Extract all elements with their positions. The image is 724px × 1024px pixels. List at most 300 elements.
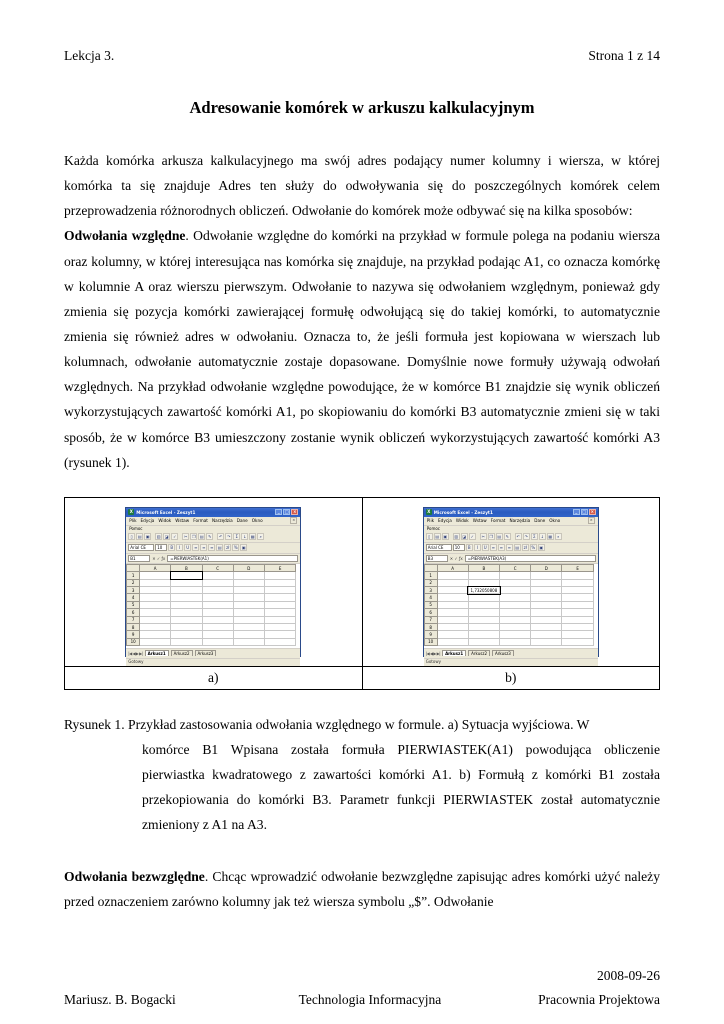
row-header-6[interactable]: 6 — [127, 609, 140, 616]
formula-buttons[interactable]: ✕ ✓ ƒx — [152, 555, 166, 561]
table-row — [127, 638, 296, 645]
spellcheck-icon[interactable]: ✓ — [470, 534, 474, 540]
footer-author: Mariusz. B. Bogacki — [64, 992, 176, 1007]
cell-b6[interactable] — [171, 609, 202, 616]
row-header-3[interactable]: 3 — [127, 587, 140, 594]
excel-title-text-b: Microsoft Excel - Zeszyt1 — [433, 509, 493, 515]
redo-icon[interactable]: ↷ — [524, 534, 528, 540]
cell-c7[interactable] — [500, 616, 531, 623]
cell-a1[interactable] — [437, 572, 468, 579]
name-box[interactable]: B3 — [426, 555, 448, 562]
table-row — [424, 623, 593, 630]
excel-titlebar-a — [126, 508, 300, 517]
sheet-tab-arkusz1[interactable]: Arkusz1 — [442, 650, 466, 656]
paragraph-relative — [64, 223, 660, 474]
cell-b1[interactable] — [468, 572, 499, 579]
borders-icon[interactable]: ▣ — [241, 545, 246, 551]
cell-a7[interactable] — [437, 616, 468, 623]
bold-icon[interactable]: B — [168, 544, 175, 551]
cell-e5[interactable] — [562, 601, 593, 608]
cell-d3[interactable] — [233, 587, 264, 594]
font-name-select[interactable]: Arial CE — [426, 544, 452, 551]
table-row — [127, 572, 296, 579]
document-close-icon[interactable]: × — [589, 518, 593, 523]
grid-header-row — [424, 564, 593, 571]
row-header-8[interactable]: 8 — [424, 623, 437, 630]
paragraph-intro: Każda komórka arkusza kalkulacyjnego ma swój adres podający numer kolumny i wiersza, w której komórka ta się znajduje Adres ten służy do odwoływania się do poszczególnych komórek celem przeprowadzenia różnorodnych obliczeń. Odwołanie do komórek może odbywać się na kilka sposobów: — [64, 153, 660, 219]
table-row — [424, 572, 593, 579]
cell-a3[interactable] — [437, 587, 468, 594]
sheet-tab-arkusz3[interactable]: Arkusz3 — [492, 650, 514, 656]
cut-icon[interactable]: ✂ — [481, 534, 485, 540]
row-header-4[interactable]: 4 — [424, 594, 437, 601]
cell-e3[interactable] — [264, 587, 295, 594]
excel-titlebar-b — [424, 508, 598, 517]
row-header-1[interactable]: 1 — [424, 572, 437, 579]
menu-item-format[interactable]: Format — [490, 518, 506, 524]
table-row — [424, 609, 593, 616]
sheet-tab-arkusz1[interactable]: Arkusz1 — [145, 650, 169, 656]
cell-a8[interactable] — [437, 623, 468, 630]
figure-row — [65, 497, 660, 666]
cell-a6[interactable] — [140, 609, 171, 616]
undo-icon[interactable]: ↶ — [516, 534, 520, 540]
formula-input[interactable]: =PIERWIASTEK(A3) — [465, 555, 596, 562]
menu-item-widok[interactable]: Widok — [158, 518, 172, 524]
bold-icon[interactable]: B — [466, 544, 473, 551]
figure-label-b: b) — [362, 666, 660, 689]
table-row — [424, 638, 593, 645]
row-header-7[interactable]: 7 — [127, 616, 140, 623]
cell-a4[interactable] — [140, 594, 171, 601]
cell-d10[interactable] — [233, 638, 264, 645]
align-left-icon[interactable]: ≡ — [491, 545, 495, 551]
copy-icon[interactable]: ❐ — [191, 534, 196, 540]
cell-c10[interactable] — [202, 638, 233, 645]
menu-item-dane[interactable]: Dane — [236, 518, 248, 524]
row-header-1[interactable]: 1 — [127, 572, 140, 579]
spreadsheet-grid-b[interactable] — [424, 564, 594, 646]
row-header-6[interactable]: 6 — [424, 609, 437, 616]
menu-item-okno[interactable]: Okno — [251, 518, 263, 524]
italic-icon[interactable]: I — [474, 544, 481, 551]
align-center-icon[interactable]: ≡ — [499, 545, 503, 551]
cell-d7[interactable] — [531, 616, 562, 623]
cell-e10[interactable] — [264, 638, 295, 645]
cell-d2[interactable] — [233, 579, 264, 586]
excel-formula-bar-b[interactable] — [424, 554, 598, 564]
cell-c6[interactable] — [500, 609, 531, 616]
excel-statusbar-b: Gotowy — [424, 658, 598, 666]
row-header-3[interactable]: 3 — [424, 587, 437, 594]
print-icon[interactable]: ▥ — [156, 534, 161, 540]
sheet-tab-arkusz3[interactable]: Arkusz3 — [195, 650, 217, 656]
copy-icon[interactable]: ❐ — [489, 534, 494, 540]
document-date: 2008-09-26 — [597, 968, 660, 983]
cell-d6[interactable] — [233, 609, 264, 616]
autosum-icon[interactable]: Σ — [233, 533, 240, 540]
cell-a2[interactable] — [140, 579, 171, 586]
row-header-2[interactable]: 2 — [127, 579, 140, 586]
absolute-heading: Odwołania bezwzględne — [64, 868, 205, 884]
table-row — [127, 601, 296, 608]
cut-icon[interactable]: ✂ — [184, 534, 188, 540]
sheet-tab-arkusz2[interactable]: Arkusz2 — [468, 650, 490, 656]
new-icon[interactable]: ▯ — [426, 533, 433, 540]
maximize-icon[interactable]: □ — [582, 509, 587, 515]
row-header-9[interactable]: 9 — [424, 631, 437, 638]
caption-rest: komórce B1 Wpisana została formuła PIERWIASTEK(A1) powodująca obliczenie pierwiastka kwadratowego z zawartości komórki A1. b) Formułą z komórki B1 została przekopiowania do komórki B3. Parametr funkcji PIERWIASTEK został automatycznie zmieniony z A1 na A3. — [142, 741, 660, 833]
body-text — [64, 148, 660, 475]
corner-select-all[interactable] — [424, 564, 437, 571]
menu-item-wstaw[interactable]: Wstaw — [472, 518, 487, 524]
cell-b2[interactable] — [171, 579, 202, 586]
menu-item-edycja[interactable]: Edycja — [140, 518, 155, 524]
cell-d4[interactable] — [233, 594, 264, 601]
excel-sheet-tabs-b[interactable] — [424, 648, 598, 658]
zoom-icon[interactable]: ⌕ — [257, 533, 264, 540]
cell-d5[interactable] — [531, 601, 562, 608]
cell-a9[interactable] — [437, 631, 468, 638]
cell-d1[interactable] — [233, 572, 264, 579]
cell-a10[interactable] — [437, 638, 468, 645]
percent-icon[interactable]: % — [531, 545, 536, 551]
row-header-10[interactable]: 10 — [127, 638, 140, 645]
paste-icon[interactable]: ▤ — [497, 534, 502, 540]
excel-standard-toolbar-b[interactable] — [424, 532, 598, 543]
save-icon[interactable]: ▣ — [443, 534, 448, 540]
maximize-icon[interactable]: □ — [284, 509, 289, 515]
cell-b8[interactable] — [468, 623, 499, 630]
cell-c5[interactable] — [500, 601, 531, 608]
cell-d1[interactable] — [531, 572, 562, 579]
formula-buttons[interactable]: ✕ ✓ ƒx — [449, 555, 463, 561]
excel-logo-icon: X — [129, 509, 133, 515]
window-buttons-a[interactable] — [275, 509, 298, 515]
excel-format-toolbar-a[interactable] — [126, 543, 300, 554]
cell-d2[interactable] — [531, 579, 562, 586]
save-icon[interactable]: ▣ — [145, 534, 150, 540]
align-right-icon[interactable]: ≡ — [210, 545, 214, 551]
cell-e6[interactable] — [264, 609, 295, 616]
autosum-icon[interactable]: Σ — [531, 533, 538, 540]
redo-icon[interactable]: ↷ — [227, 534, 231, 540]
cell-c7[interactable] — [202, 616, 233, 623]
cell-c5[interactable] — [202, 601, 233, 608]
cell-b2[interactable] — [468, 579, 499, 586]
corner-select-all[interactable] — [127, 564, 140, 571]
cell-b3[interactable]: 1,732050808 — [468, 587, 499, 594]
cell-e2[interactable] — [562, 579, 593, 586]
col-header-c[interactable]: C — [500, 564, 531, 571]
print-preview-icon[interactable]: ◪ — [462, 534, 467, 540]
sheet-nav-buttons[interactable]: |◀ ◀ ▶ ▶| — [128, 650, 143, 656]
cell-e9[interactable] — [264, 631, 295, 638]
cell-c9[interactable] — [202, 631, 233, 638]
print-preview-icon[interactable]: ◪ — [164, 534, 169, 540]
table-row — [424, 587, 593, 594]
cell-e10[interactable] — [562, 638, 593, 645]
row-header-4[interactable]: 4 — [127, 594, 140, 601]
sheet-tab-arkusz2[interactable]: Arkusz2 — [171, 650, 193, 656]
cell-c8[interactable] — [202, 623, 233, 630]
minimize-icon[interactable]: _ — [275, 509, 282, 515]
col-header-d[interactable]: D — [233, 564, 264, 571]
cell-c1[interactable] — [202, 572, 233, 579]
cell-d3[interactable] — [531, 587, 562, 594]
figure-cell-a — [65, 497, 363, 666]
cell-a1[interactable] — [140, 572, 171, 579]
align-left-icon[interactable]: ≡ — [194, 545, 198, 551]
header-page-number: Strona 1 z 14 — [588, 48, 660, 63]
menu-item-format[interactable]: Format — [193, 518, 208, 524]
merge-cells-icon[interactable]: ▤ — [217, 545, 222, 551]
excel-menubar-b[interactable] — [424, 517, 598, 526]
cell-d9[interactable] — [531, 631, 562, 638]
cell-e8[interactable] — [562, 623, 593, 630]
document-close-icon[interactable]: × — [292, 518, 296, 523]
close-icon[interactable]: × — [293, 509, 297, 515]
table-row — [424, 594, 593, 601]
percent-icon[interactable]: % — [233, 545, 238, 551]
cell-b10[interactable] — [468, 638, 499, 645]
menu-item-wstaw[interactable]: Wstaw — [175, 518, 190, 524]
cell-d8[interactable] — [531, 623, 562, 630]
cell-c8[interactable] — [500, 623, 531, 630]
sort-asc-icon[interactable]: ↓ — [540, 534, 544, 540]
excel-menubar-a[interactable] — [126, 517, 300, 526]
cell-a10[interactable] — [140, 638, 171, 645]
cell-d6[interactable] — [531, 609, 562, 616]
page-footer — [64, 992, 660, 1008]
sheet-nav-buttons[interactable]: |◀ ◀ ▶ ▶| — [425, 650, 441, 656]
font-size-select[interactable]: 10 — [155, 544, 167, 551]
sort-asc-icon[interactable]: ↓ — [243, 534, 247, 540]
cell-b5[interactable] — [468, 601, 499, 608]
cell-e3[interactable] — [562, 587, 593, 594]
cell-d10[interactable] — [531, 638, 562, 645]
excel-sheet-tabs-a[interactable] — [126, 648, 300, 658]
font-name-select[interactable]: Arial CE — [128, 544, 154, 551]
row-header-5[interactable]: 5 — [424, 601, 437, 608]
cell-b9[interactable] — [171, 631, 202, 638]
paste-icon[interactable]: ▤ — [199, 534, 204, 540]
cell-a2[interactable] — [437, 579, 468, 586]
col-header-a[interactable]: A — [437, 564, 468, 571]
cell-b9[interactable] — [468, 631, 499, 638]
underline-icon[interactable]: U — [184, 544, 191, 551]
menu-item-plik[interactable]: Plik — [129, 518, 137, 524]
excel-formula-bar-a[interactable] — [126, 554, 300, 564]
excel-grid-b[interactable] — [424, 564, 598, 648]
cell-e1[interactable] — [562, 572, 593, 579]
col-header-b[interactable]: B — [171, 564, 202, 571]
excel-format-toolbar-b[interactable] — [424, 543, 598, 554]
align-center-icon[interactable]: ≡ — [202, 545, 206, 551]
excel-logo-icon: X — [427, 509, 431, 515]
print-icon[interactable]: ▥ — [454, 534, 459, 540]
row-header-2[interactable]: 2 — [424, 579, 437, 586]
chart-icon[interactable]: ▦ — [548, 534, 553, 540]
col-header-e[interactable]: E — [264, 564, 295, 571]
currency-icon[interactable]: zł — [523, 545, 527, 551]
col-header-e[interactable]: E — [562, 564, 593, 571]
excel-title-text-a: Microsoft Excel - Zeszyt1 — [136, 509, 196, 515]
cell-b10[interactable] — [171, 638, 202, 645]
underline-icon[interactable]: U — [482, 544, 489, 551]
cell-b3[interactable] — [171, 587, 202, 594]
zoom-icon[interactable]: ⌕ — [555, 533, 562, 540]
cell-c4[interactable] — [202, 594, 233, 601]
cell-c4[interactable] — [500, 594, 531, 601]
cell-a9[interactable] — [140, 631, 171, 638]
cell-b4[interactable] — [468, 594, 499, 601]
footer-subject: Technologia Informacyjna — [298, 992, 442, 1007]
row-header-5[interactable]: 5 — [127, 601, 140, 608]
grid-header-row — [127, 564, 296, 571]
relative-body: . Odwołanie względne do komórki na przykład w formule polega na podaniu wiersza oraz kolumny, w której interesująca nas komórka się znajduje, na przykład podając A1, co oznacza komórkę w kolumnie A oraz wierszu pierwszym. Odwołanie to nazywa się odwołaniem względnym, ponieważ gdy zmienia się pozycja komórki zawierającej formułę odwołującą się do takiej komórki, to automatycznie zmienia się również adres w odwołaniu. Oznacza to, że jeśli formuła jest kopiowana w wierszach lub kolumnach, odwołanie automatycznie zostaje dopasowane. Domyślnie nowe formuły używają odwołań względnych. Na przykład odwołanie względne powodujące, że w komórce B1 znajdzie się wynik obliczeń wykorzystujących zawartość komórki A1, po skopiowaniu do komórki B3 automatycznie zmieni się w taki sposób, że w komórce B3 umieszczony zostanie wynik obliczeń wykorzystujących zawartość komórki A3 (rysunek 1). — [64, 228, 660, 470]
cell-e9[interactable] — [562, 631, 593, 638]
row-header-9[interactable]: 9 — [127, 631, 140, 638]
cell-c10[interactable] — [500, 638, 531, 645]
table-row — [127, 594, 296, 601]
cell-e5[interactable] — [264, 601, 295, 608]
align-right-icon[interactable]: ≡ — [507, 545, 511, 551]
page-header — [64, 48, 660, 64]
open-icon[interactable]: ▤ — [435, 534, 440, 540]
cell-d4[interactable] — [531, 594, 562, 601]
open-icon[interactable]: ▤ — [137, 534, 142, 540]
undo-icon[interactable]: ↶ — [219, 534, 223, 540]
minimize-icon[interactable]: _ — [573, 509, 580, 515]
cell-a7[interactable] — [140, 616, 171, 623]
table-row — [424, 616, 593, 623]
table-row — [127, 631, 296, 638]
cell-c2[interactable] — [202, 579, 233, 586]
formula-input[interactable]: =PIERWIASTEK(A1) — [167, 555, 298, 562]
cell-c3[interactable] — [500, 587, 531, 594]
cell-e4[interactable] — [264, 594, 295, 601]
cell-b7[interactable] — [468, 616, 499, 623]
window-buttons-b[interactable] — [573, 509, 596, 515]
cell-e8[interactable] — [264, 623, 295, 630]
col-header-d[interactable]: D — [531, 564, 562, 571]
menu-item-dane[interactable]: Dane — [534, 518, 546, 524]
table-row — [424, 579, 593, 586]
menu-item-widok[interactable]: Widok — [455, 518, 469, 524]
excel-statusbar-a: Gotowy — [126, 658, 300, 666]
cell-d7[interactable] — [233, 616, 264, 623]
figure-label-a: a) — [65, 666, 363, 689]
cell-c3[interactable] — [202, 587, 233, 594]
cell-b1[interactable] — [171, 572, 202, 579]
figure-cell-b — [362, 497, 660, 666]
spellcheck-icon[interactable]: ✓ — [173, 534, 177, 540]
menu-item-plik[interactable]: Plik — [426, 518, 435, 524]
paragraph-absolute — [64, 864, 660, 914]
row-header-8[interactable]: 8 — [127, 623, 140, 630]
caption-line-1: Rysunek 1. Przykład zastosowania odwołania względnego w formule. a) Sytuacja wyjściowa. W — [64, 716, 590, 732]
figure-caption — [64, 712, 660, 838]
menu-item-edycja[interactable]: Edycja — [438, 518, 452, 524]
font-size-select[interactable]: 10 — [453, 544, 465, 551]
menu-item-narzedzia[interactable]: Narzędzia — [211, 518, 233, 524]
borders-icon[interactable]: ▣ — [539, 545, 544, 551]
menu-item-narzedzia[interactable]: Narzędzia — [509, 518, 531, 524]
new-icon[interactable]: ▯ — [128, 533, 135, 540]
cell-a4[interactable] — [437, 594, 468, 601]
figure-table — [64, 497, 660, 690]
cell-d5[interactable] — [233, 601, 264, 608]
cell-e7[interactable] — [264, 616, 295, 623]
cell-c9[interactable] — [500, 631, 531, 638]
header-lesson: Lekcja 3. — [64, 48, 115, 63]
cell-b5[interactable] — [171, 601, 202, 608]
col-header-a[interactable]: A — [140, 564, 171, 571]
cell-a5[interactable] — [140, 601, 171, 608]
cell-e1[interactable] — [264, 572, 295, 579]
cell-c6[interactable] — [202, 609, 233, 616]
excel-grid-a[interactable] — [126, 564, 300, 648]
cell-d8[interactable] — [233, 623, 264, 630]
close-icon[interactable]: × — [590, 509, 594, 515]
chart-icon[interactable]: ▦ — [250, 534, 255, 540]
cell-c1[interactable] — [500, 572, 531, 579]
spreadsheet-grid-a[interactable] — [126, 564, 296, 646]
excel-submenu-a[interactable]: Pomoc — [126, 526, 300, 532]
table-row — [127, 579, 296, 586]
cell-a5[interactable] — [437, 601, 468, 608]
page-title: Adresowanie komórek w arkuszu kalkulacyjnym — [189, 98, 535, 117]
currency-icon[interactable]: zł — [226, 545, 230, 551]
cell-a3[interactable] — [140, 587, 171, 594]
name-box[interactable]: B1 — [128, 555, 150, 562]
cell-e7[interactable] — [562, 616, 593, 623]
row-header-7[interactable]: 7 — [424, 616, 437, 623]
cell-a6[interactable] — [437, 609, 468, 616]
excel-submenu-b[interactable]: Pomoc — [424, 526, 598, 532]
cell-b7[interactable] — [171, 616, 202, 623]
table-row — [127, 623, 296, 630]
merge-cells-icon[interactable]: ▤ — [515, 545, 520, 551]
footer-department: Pracownia Projektowa — [538, 992, 660, 1007]
cell-a8[interactable] — [140, 623, 171, 630]
cell-e6[interactable] — [562, 609, 593, 616]
cell-e2[interactable] — [264, 579, 295, 586]
excel-window-a — [125, 507, 301, 664]
table-row — [127, 616, 296, 623]
cell-b4[interactable] — [171, 594, 202, 601]
format-painter-icon[interactable]: ✎ — [208, 534, 212, 540]
cell-d9[interactable] — [233, 631, 264, 638]
italic-icon[interactable]: I — [176, 544, 183, 551]
cell-e4[interactable] — [562, 594, 593, 601]
format-painter-icon[interactable]: ✎ — [505, 534, 509, 540]
cell-b6[interactable] — [468, 609, 499, 616]
row-header-10[interactable]: 10 — [424, 638, 437, 645]
cell-b8[interactable] — [171, 623, 202, 630]
col-header-c[interactable]: C — [202, 564, 233, 571]
absolute-body: . Chcąc wprowadzić odwołanie bezwzględne zapisując adres komórki użyć należy przed oznaczeniem zarówno kolumny jak też wiersza symbolu „$”. Odwołanie — [64, 868, 660, 909]
table-row — [127, 609, 296, 616]
menu-item-okno[interactable]: Okno — [549, 518, 561, 524]
excel-standard-toolbar-a[interactable] — [126, 532, 300, 543]
table-row — [127, 587, 296, 594]
col-header-b[interactable]: B — [468, 564, 499, 571]
relative-heading: Odwołania względne — [64, 228, 186, 244]
table-row — [424, 631, 593, 638]
cell-c2[interactable] — [500, 579, 531, 586]
